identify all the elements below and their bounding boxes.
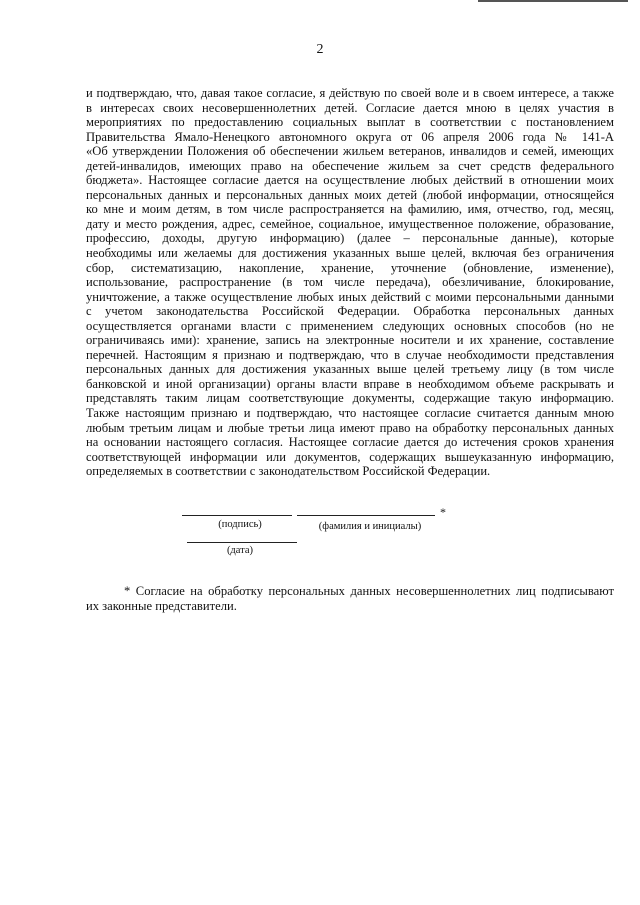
body-line: определяемых в соответствии с законодательством Российской Федерации. bbox=[86, 464, 491, 479]
body-line: бюджета». Настоящее согласие дается на осуществление любых действий в отношении моих bbox=[86, 173, 614, 188]
body-line: с учетом законодательства Российской Федерации. Обработка персональных данных bbox=[86, 304, 614, 319]
body-line: «Об утверждении Положения об обеспечении жильем ветеранов, инвалидов и семей, имеющих bbox=[86, 144, 614, 159]
body-line: профессию, доходы, другую информацию) (далее – персональные данные), которые bbox=[86, 231, 614, 246]
signature-label: (подпись) bbox=[218, 519, 262, 530]
date-line bbox=[187, 542, 297, 543]
consent-body-text bbox=[86, 86, 614, 479]
body-line: осуществляется органами власти с применением следующих основных способов (но не bbox=[86, 318, 614, 333]
name-label: (фамилия и инициалы) bbox=[318, 521, 422, 532]
footnote-line-2: их законные представители. bbox=[86, 598, 237, 613]
body-line: персональных данных и персональных данных моих детей (любой информации, относящейся bbox=[86, 187, 614, 202]
scan-corner-mark bbox=[478, 0, 628, 8]
page-number: 2 bbox=[316, 42, 324, 57]
signature-asterisk: * bbox=[440, 505, 446, 519]
footnote bbox=[86, 584, 614, 613]
signature-line bbox=[182, 515, 292, 516]
body-line: детей-инвалидов, имеющих право на обеспечение жильем за счет средств федерального bbox=[86, 158, 614, 173]
body-line: соответствующей информации или документов, содержащих вышеуказанную информацию, bbox=[86, 449, 614, 464]
date-label: (дата) bbox=[226, 545, 254, 556]
body-line: банковской и иной организации) органы власти вправе в необходимом объеме раскрывать и bbox=[86, 376, 614, 391]
body-line: сбор, систематизацию, накопление, хранение, уточнение (обновление, изменение), bbox=[86, 260, 614, 275]
body-line: ограничиваясь ими): хранение, запись на электронные носители и их хранение, составление bbox=[86, 333, 614, 348]
body-line: уничтожение, а также осуществление любых иных действий с моими персональными данными bbox=[86, 289, 614, 304]
body-line: ко мне и моим детям, в том числе распространяется на фамилию, имя, отчество, год, месяц, bbox=[86, 202, 614, 217]
body-line: любым третьим лицам и любые третьи лица имеют право на обработку персональных данных bbox=[86, 420, 614, 435]
body-line: на основании настоящего согласия. Настоящее согласие дается до истечения сроков хранения bbox=[86, 435, 614, 450]
body-line: использование, распространение (в том числе передача), обезличивание, блокирование, bbox=[86, 275, 614, 290]
body-line: дату и место рождения, адрес, семейное, социальное, имущественное положение, образование, bbox=[86, 216, 614, 231]
body-line: в интересах своих несовершеннолетних детей. Согласие дается мною в целях участия в bbox=[86, 100, 614, 115]
body-line: персональных данных для достижения указанных выше целей третьему лицу (в том числе bbox=[86, 362, 614, 377]
body-line: Также настоящим признаю и подтверждаю, что настоящее согласие считается данным мною bbox=[86, 406, 614, 421]
body-line: перечней. Настоящим я признаю и подтверждаю, что в случае необходимости представления bbox=[86, 347, 614, 362]
footnote-line-1: * Согласие на обработку персональных данных несовершеннолетних лиц подписывают bbox=[124, 584, 614, 598]
body-line: Правительства Ямало-Ненецкого автономного округа от 06 апреля 2006 года № 141-А bbox=[86, 129, 614, 144]
body-line: необходимы или желаемы для достижения указанных выше целей, включая без ограничения bbox=[86, 246, 614, 261]
body-line: представлять таким лицам соответствующие документы, содержащие такую информацию. bbox=[86, 391, 614, 406]
name-line bbox=[297, 515, 435, 516]
body-line: и подтверждаю, что, давая такое согласие, я действую по своей воле и в своем интересе, а также bbox=[86, 86, 614, 100]
body-line: мероприятиях по предоставлению социальных выплат в соответствии с постановлением bbox=[86, 115, 614, 130]
